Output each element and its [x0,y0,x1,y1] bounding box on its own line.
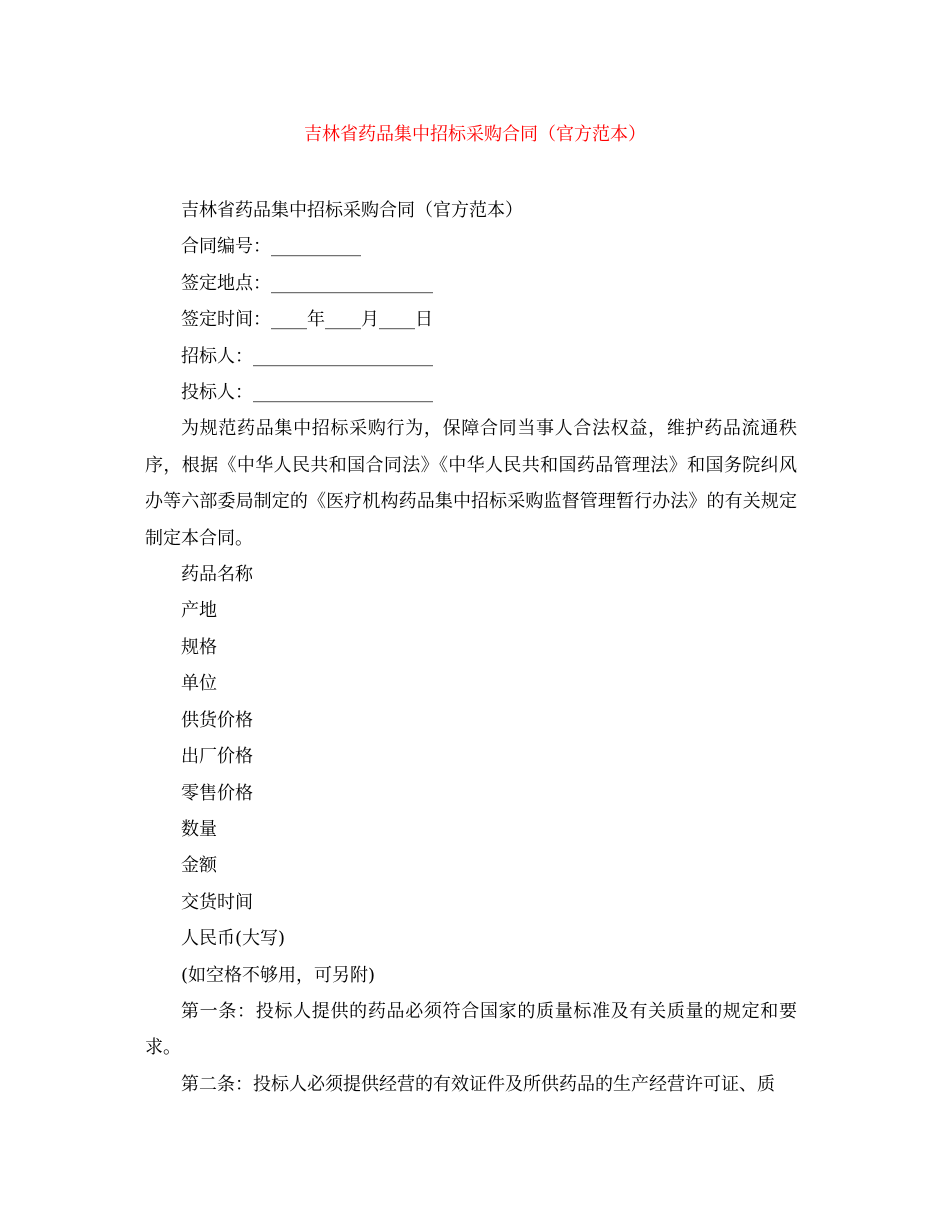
clause-2: 第二条：投标人必须提供经营的有效证件及所供药品的生产经营许可证、质 [181,1073,775,1095]
tenderer-field: 招标人：____________________ [181,345,433,367]
intro-paragraph: 为规范药品集中招标采购行为，保障合同当事人合法权益，维护药品流通秩序，根据《中华人民共和国合同法》《中华人民共和国药品管理法》和国务院纠风办等六部委局制定的《医疗机构药品集中招标采购监督管理暂行办法》的有关规定制定本合同。 [145,418,797,549]
bidder-field: 投标人：____________________ [181,382,433,404]
sign-place-field: 签定地点：__________________ [181,272,433,294]
document-body [145,193,797,1103]
table-item-supply-price: 供货价格 [181,709,253,731]
table-item-delivery-time: 交货时间 [181,891,253,913]
table-item-factory-price: 出厂价格 [181,746,253,768]
table-item-amount: 金额 [181,855,217,877]
table-item-rmb-uppercase: 人民币(大写) [181,928,286,950]
table-item-quantity: 数量 [181,818,217,840]
contract-number-field: 合同编号：__________ [181,236,361,258]
document-title: 吉林省药品集中招标采购合同（官方范本） [304,124,646,145]
sign-time-field: 签定时间：____年____月____日 [181,309,433,331]
table-item-spec: 规格 [181,636,217,658]
clause-1: 第一条：投标人提供的药品必须符合国家的质量标准及有关质量的规定和要求。 [145,1000,797,1059]
table-item-unit: 单位 [181,673,217,695]
table-item-retail-price: 零售价格 [181,782,253,804]
contract-subtitle: 吉林省药品集中招标采购合同（官方范本） [181,200,523,221]
table-note: (如空格不够用，可另附) [181,964,376,986]
table-item-drug-name: 药品名称 [181,564,253,586]
table-item-origin: 产地 [181,600,217,622]
